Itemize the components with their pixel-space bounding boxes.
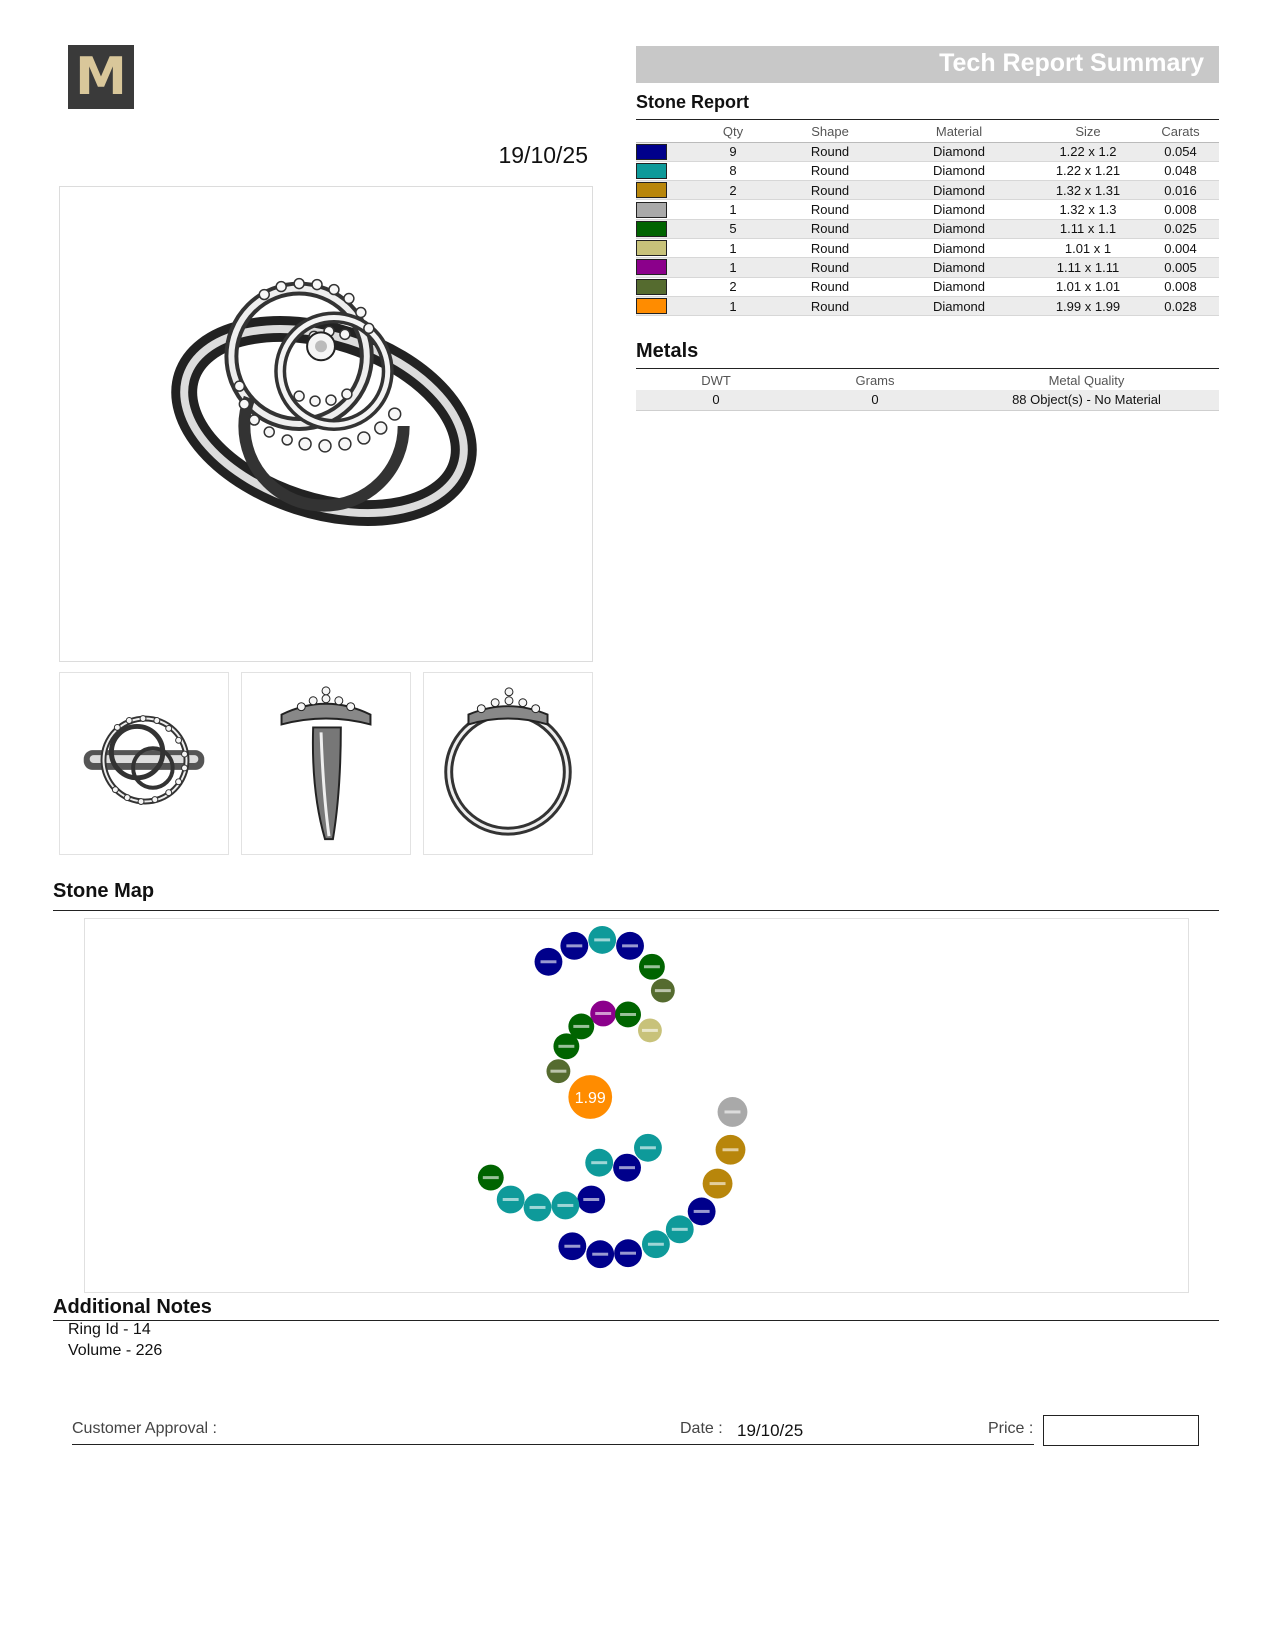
stone-map-gem-label xyxy=(648,1243,664,1246)
col-dwt: DWT xyxy=(701,372,731,388)
metals-heading: Metals xyxy=(636,340,699,362)
stone-map-gem-label xyxy=(594,938,610,941)
stone-color-cell xyxy=(636,296,690,315)
stone-map-gem-label xyxy=(503,1198,519,1201)
stone-material: Diamond xyxy=(884,161,1034,180)
stone-qty: 1 xyxy=(690,200,776,219)
stone-qty: 5 xyxy=(690,219,776,238)
customer-approval-label: Customer Approval : xyxy=(72,1420,217,1437)
stone-report-row xyxy=(636,296,1219,315)
stone-qty: 2 xyxy=(690,181,776,200)
price-label: Price : xyxy=(988,1420,1034,1437)
stone-color-swatch xyxy=(636,259,667,275)
stone-qty: 1 xyxy=(690,258,776,277)
stone-carats: 0.008 xyxy=(1142,200,1219,219)
stone-material: Diamond xyxy=(884,277,1034,296)
approval-date-value: 19/10/25 xyxy=(737,1421,804,1440)
ring-top-view-thumbnail xyxy=(59,672,229,855)
col-material: Material xyxy=(884,122,1034,142)
approval-signature-line xyxy=(72,1444,1034,1445)
stone-material: Diamond xyxy=(884,200,1034,219)
stone-shape: Round xyxy=(776,258,884,277)
stone-map-gem-label xyxy=(564,1245,580,1248)
col-size: Size xyxy=(1034,122,1142,142)
col-shape: Shape xyxy=(776,122,884,142)
stone-material: Diamond xyxy=(884,238,1034,257)
stone-map-gem-label xyxy=(557,1204,573,1207)
stone-size: 1.32 x 1.31 xyxy=(1034,181,1142,200)
metal-grams: 0 xyxy=(796,390,954,410)
stone-map-gem-label xyxy=(595,1012,611,1015)
stone-map-gem-label xyxy=(592,1253,608,1256)
stone-qty: 1 xyxy=(690,296,776,315)
stone-report-row xyxy=(636,161,1219,180)
stone-qty: 8 xyxy=(690,161,776,180)
stone-map-gem-label xyxy=(530,1206,546,1209)
stone-map-gem-label xyxy=(541,960,557,963)
report-title-bar xyxy=(636,46,1219,83)
price-field[interactable] xyxy=(1043,1415,1199,1446)
ring-front-view-thumbnail xyxy=(423,672,593,855)
stone-material: Diamond xyxy=(884,219,1034,238)
stone-carats: 0.025 xyxy=(1142,219,1219,238)
stone-size: 1.32 x 1.3 xyxy=(1034,200,1142,219)
stone-map-center-label: 1.99 xyxy=(574,1090,606,1108)
stone-shape: Round xyxy=(776,277,884,296)
stone-map-gem-label xyxy=(573,1025,589,1028)
stone-map-canvas xyxy=(84,918,1189,1293)
stone-size: 1.99 x 1.99 xyxy=(1034,296,1142,315)
stone-map-gem-label xyxy=(483,1176,499,1179)
stone-color-cell xyxy=(636,200,690,219)
stone-color-cell xyxy=(636,181,690,200)
metals-row xyxy=(636,390,1219,410)
stone-color-cell xyxy=(636,161,690,180)
stone-carats: 0.048 xyxy=(1142,161,1219,180)
stone-size: 1.22 x 1.21 xyxy=(1034,161,1142,180)
stone-map-gem-label xyxy=(558,1045,574,1048)
stone-qty: 1 xyxy=(690,238,776,257)
brand-logo xyxy=(68,45,134,109)
stone-report-row xyxy=(636,258,1219,277)
stone-report-row xyxy=(636,200,1219,219)
stone-map-gem-label xyxy=(622,944,638,947)
metal-quality: 88 Object(s) - No Material xyxy=(954,390,1219,410)
stone-map-divider xyxy=(53,910,1219,911)
stone-map-gem-label xyxy=(640,1146,656,1149)
stone-shape: Round xyxy=(776,161,884,180)
stone-color-swatch xyxy=(636,144,667,160)
metals-table xyxy=(636,370,1219,411)
metals-header-row xyxy=(636,370,1219,390)
stone-map-gem-label xyxy=(550,1070,566,1073)
stone-material: Diamond xyxy=(884,296,1034,315)
stone-carats: 0.005 xyxy=(1142,258,1219,277)
notes-divider xyxy=(53,1320,1219,1321)
stone-color-swatch xyxy=(636,163,667,179)
stone-report-heading: Stone Report xyxy=(636,92,750,112)
stone-map-gem-label xyxy=(620,1252,636,1255)
col-grams: Grams xyxy=(855,372,895,388)
stone-map-gem-label xyxy=(566,944,582,947)
stone-report-row xyxy=(636,238,1219,257)
metals-divider xyxy=(636,368,1219,369)
stone-color-swatch xyxy=(636,240,667,256)
stone-color-cell xyxy=(636,219,690,238)
stone-carats: 0.008 xyxy=(1142,277,1219,296)
stone-shape: Round xyxy=(776,296,884,315)
logo-letter: M xyxy=(75,47,127,107)
stone-shape: Round xyxy=(776,181,884,200)
report-date: 19/10/25 xyxy=(498,142,588,168)
note-ring-id: Ring Id - 14 xyxy=(68,1321,151,1338)
stone-size: 1.11 x 1.1 xyxy=(1034,219,1142,238)
ring-side-view-thumbnail xyxy=(241,672,411,855)
stone-size: 1.01 x 1 xyxy=(1034,238,1142,257)
ring-perspective-image xyxy=(60,187,592,661)
col-qty: Qty xyxy=(690,122,776,142)
col-color xyxy=(636,122,690,142)
stone-color-cell xyxy=(636,238,690,257)
stone-shape: Round xyxy=(776,238,884,257)
stone-shape: Round xyxy=(776,219,884,238)
stone-map-gem-label xyxy=(655,989,671,992)
stone-carats: 0.054 xyxy=(1142,142,1219,161)
stone-map-gem-label xyxy=(672,1228,688,1231)
stone-map-gem-label xyxy=(710,1182,726,1185)
stone-shape: Round xyxy=(776,142,884,161)
stone-report-row xyxy=(636,181,1219,200)
stone-map-gem-label xyxy=(725,1110,741,1113)
stone-size: 1.01 x 1.01 xyxy=(1034,277,1142,296)
report-title: Tech Report Summary xyxy=(939,49,1204,77)
stone-map-gem-label xyxy=(583,1198,599,1201)
stone-report-row xyxy=(636,142,1219,161)
stone-qty: 9 xyxy=(690,142,776,161)
stone-material: Diamond xyxy=(884,142,1034,161)
col-metal-quality: Metal Quality xyxy=(1048,372,1125,388)
approval-date-label: Date : xyxy=(680,1420,723,1437)
stone-color-swatch xyxy=(636,202,667,218)
stone-color-swatch xyxy=(636,221,667,237)
stone-map-gem-label xyxy=(620,1013,636,1016)
stone-map-heading: Stone Map xyxy=(53,880,155,902)
additional-notes-heading: Additional Notes xyxy=(53,1296,212,1318)
stone-size: 1.11 x 1.11 xyxy=(1034,258,1142,277)
stone-report-divider xyxy=(636,119,1219,120)
col-carats: Carats xyxy=(1142,122,1219,142)
metal-dwt: 0 xyxy=(636,390,796,410)
stone-color-swatch xyxy=(636,298,667,314)
stone-carats: 0.004 xyxy=(1142,238,1219,257)
stone-color-cell xyxy=(636,258,690,277)
stone-map-gem-label xyxy=(644,965,660,968)
stone-color-cell xyxy=(636,142,690,161)
stone-report-row xyxy=(636,277,1219,296)
stone-map-gem-label xyxy=(723,1148,739,1151)
stone-qty: 2 xyxy=(690,277,776,296)
ring-main-render xyxy=(59,186,593,662)
stone-map-diagram xyxy=(85,919,1188,1292)
stone-report-table xyxy=(636,122,1219,316)
stone-carats: 0.028 xyxy=(1142,296,1219,315)
stone-shape: Round xyxy=(776,200,884,219)
note-volume: Volume - 226 xyxy=(68,1342,163,1359)
stone-size: 1.22 x 1.2 xyxy=(1034,142,1142,161)
stone-report-header-row xyxy=(636,122,1219,142)
stone-color-swatch xyxy=(636,279,667,295)
stone-color-swatch xyxy=(636,182,667,198)
stone-report-row xyxy=(636,219,1219,238)
stone-map-gem-label xyxy=(642,1029,658,1032)
stone-material: Diamond xyxy=(884,258,1034,277)
stone-map-gem-label xyxy=(591,1161,607,1164)
stone-map-gem-label xyxy=(619,1166,635,1169)
stone-color-cell xyxy=(636,277,690,296)
stone-map-gem-label xyxy=(694,1210,710,1213)
stone-material: Diamond xyxy=(884,181,1034,200)
stone-carats: 0.016 xyxy=(1142,181,1219,200)
